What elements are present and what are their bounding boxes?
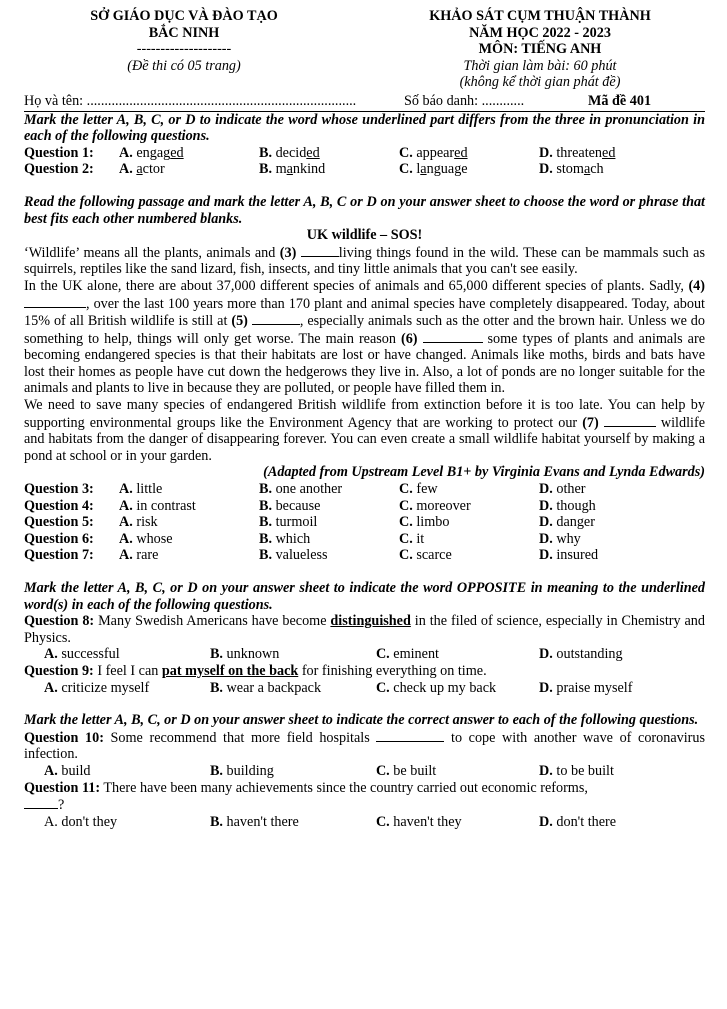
question-label: Question 3: bbox=[24, 481, 94, 498]
blank-7 bbox=[604, 414, 656, 427]
option-d[interactable]: D. outstanding bbox=[539, 646, 623, 663]
option-d[interactable]: D. why bbox=[539, 530, 581, 547]
option-a[interactable]: A. rare bbox=[119, 547, 159, 564]
option-c[interactable]: C. language bbox=[399, 161, 468, 178]
option-a[interactable]: A. criticize myself bbox=[44, 679, 150, 696]
option-a[interactable]: A. whose bbox=[119, 530, 173, 547]
option-b[interactable]: B. because bbox=[259, 497, 321, 514]
option-c[interactable]: C. eminent bbox=[375, 646, 439, 663]
option-c[interactable]: C. appeared bbox=[399, 144, 468, 161]
question-6 bbox=[24, 531, 705, 548]
passage-paragraph-2: In the UK alone, there are about 37,000 different species of animals and 65,000 different species of plants. Sadly, (4) , over the last 100 years more than 170 plant and animal species have completely disappeared. Today, about 15% of all British wildlife is still at (5) , especially animals such as the otter and the brown hair. Unless we do something to help, things will only get worse. The main reason (6) some types of plants and animals are becoming endangered species is that their habitats are lost or have changed. Animals like moths, birds and bats have lost their homes as people have cut down the hedgerows they live in. Also, a lot of ponds are no longer suitable for the animals and plants to live in because they are polluted, or people have filled them in. bbox=[24, 277, 705, 397]
section2-instruction: Read the following passage and mark the letter A, B, C or D on your answer sheet to choose the word or phrase that best fits each other numbered blanks. bbox=[24, 193, 705, 227]
question-10: Question 10: Some recommend that more field hospitals to cope with another wave of coronavirus infection. bbox=[24, 729, 706, 763]
header-right bbox=[375, 8, 705, 91]
exam-code: Mã đề 401 bbox=[588, 92, 652, 109]
page-count-note: (Đề thi có 05 trang) bbox=[127, 57, 241, 74]
option-d[interactable]: D. don't there bbox=[539, 813, 617, 830]
option-b[interactable]: B. mankind bbox=[259, 161, 326, 178]
blank-3-number: (3) bbox=[279, 244, 297, 261]
candidate-id-line bbox=[24, 93, 705, 112]
option-a[interactable]: A. in contrast bbox=[119, 497, 196, 514]
blank-4 bbox=[24, 295, 86, 308]
question-3 bbox=[24, 481, 705, 498]
candidate-name-field[interactable]: Họ và tên: ............................................................................ bbox=[24, 92, 357, 109]
passage-paragraph-3: We need to save many species of endangered British wildlife from extinction before it is too late. You can help by supporting environmental groups like the Environment Agency that are working to protect our (7) wildlife and habitats from the danger of disappearing forever. You can even create a small wildlife habitat yourself by making a pond at school or in your garden. bbox=[24, 397, 705, 464]
blank-4-number: (4) bbox=[688, 277, 705, 294]
question-4 bbox=[24, 498, 705, 515]
option-c[interactable]: C. limbo bbox=[399, 514, 450, 531]
question-1 bbox=[24, 145, 705, 162]
section3-instruction: Mark the letter A, B, C, or D on your answer sheet to indicate the word OPPOSITE in meaning to the underlined word(s) in each of the following questions. bbox=[24, 580, 705, 613]
option-d[interactable]: D. though bbox=[539, 497, 596, 514]
option-a[interactable]: A. don't they bbox=[44, 813, 118, 830]
province-name: BẮC NINH bbox=[148, 24, 220, 41]
option-d[interactable]: D. other bbox=[539, 481, 586, 498]
blank-6 bbox=[423, 330, 483, 343]
question-11: Question 11: There have been many achievements since the country carried out economic reforms, bbox=[24, 779, 588, 796]
option-b[interactable]: B. turmoil bbox=[259, 514, 318, 531]
exam-title: KHẢO SÁT CỤM THUẬN THÀNH bbox=[429, 8, 651, 24]
question-2 bbox=[24, 161, 705, 178]
question-5 bbox=[24, 514, 705, 531]
blank-10 bbox=[376, 729, 444, 742]
school-year: NĂM HỌC 2022 - 2023 bbox=[469, 24, 611, 41]
option-c[interactable]: C. scarce bbox=[399, 547, 452, 564]
question-10-options bbox=[24, 763, 705, 780]
question-label: Question 4: bbox=[24, 497, 94, 514]
option-d[interactable]: D. threatened bbox=[539, 144, 616, 161]
option-d[interactable]: D. stomach bbox=[539, 161, 604, 178]
option-d[interactable]: D. to be built bbox=[539, 762, 614, 779]
blank-5-number: (5) bbox=[231, 313, 248, 330]
option-c[interactable]: C. haven't they bbox=[375, 813, 462, 830]
underlined-phrase: pat myself on the back bbox=[161, 662, 299, 679]
passage-title: UK wildlife – SOS! bbox=[306, 227, 423, 244]
underlined-word: distinguished bbox=[330, 613, 411, 630]
question-label: Question 7: bbox=[24, 547, 94, 564]
option-b[interactable]: B. unknown bbox=[209, 646, 280, 663]
option-d[interactable]: D. danger bbox=[539, 514, 595, 531]
question-label: Question 6: bbox=[24, 530, 94, 547]
subject: MÔN: TIẾNG ANH bbox=[478, 41, 602, 58]
option-b[interactable]: B. which bbox=[259, 530, 311, 547]
dept-name: SỞ GIÁO DỤC VÀ ĐÀO TẠO bbox=[90, 8, 278, 24]
question-label: Question 1: bbox=[24, 144, 94, 161]
option-a[interactable]: A. build bbox=[44, 762, 91, 779]
option-c[interactable]: C. be built bbox=[375, 762, 437, 779]
section4-instruction: Mark the letter A, B, C, or D on your answer sheet to indicate the correct answer to each of the following questions. bbox=[24, 712, 699, 729]
option-a[interactable]: A. risk bbox=[119, 514, 158, 531]
question-8: Question 8: Many Swedish Americans have become distinguished in the filed of science, especially in Chemistry and Physics. bbox=[24, 613, 705, 646]
section1-instruction: Mark the letter A, B, C, or D to indicate the word whose underlined part differs from the three in pronunciation in each of the following questions. bbox=[24, 111, 705, 145]
option-b[interactable]: B. building bbox=[209, 762, 274, 779]
option-b[interactable]: B. one another bbox=[259, 481, 343, 498]
exam-header bbox=[24, 8, 705, 91]
time-note: (không kể thời gian phát đề) bbox=[459, 74, 621, 91]
option-a[interactable]: A. actor bbox=[119, 161, 165, 178]
option-a[interactable]: A. successful bbox=[44, 646, 120, 663]
option-d[interactable]: D. insured bbox=[539, 547, 599, 564]
blank-3 bbox=[301, 244, 339, 257]
option-b[interactable]: B. wear a backpack bbox=[209, 679, 322, 696]
option-b[interactable]: B. haven't there bbox=[209, 813, 299, 830]
header-divider: -------------------- bbox=[136, 41, 232, 58]
option-c[interactable]: C. check up my back bbox=[375, 679, 497, 696]
question-8-options bbox=[24, 646, 705, 663]
question-9-options bbox=[24, 680, 705, 697]
candidate-number-field[interactable]: Số báo danh: ............ bbox=[404, 92, 525, 109]
option-b[interactable]: B. valueless bbox=[259, 547, 328, 564]
questions-3-to-7 bbox=[24, 481, 705, 564]
question-11-options bbox=[24, 814, 705, 831]
blank-5 bbox=[252, 312, 300, 325]
option-c[interactable]: C. moreover bbox=[399, 497, 471, 514]
header-left bbox=[24, 8, 344, 91]
option-b[interactable]: B. decided bbox=[259, 144, 320, 161]
question-7 bbox=[24, 547, 705, 564]
question-9: Question 9: I feel I can pat myself on the back for finishing everything on time. bbox=[24, 662, 487, 679]
time-allowed: Thời gian làm bài: 60 phút bbox=[463, 57, 617, 74]
option-a[interactable]: A. engaged bbox=[119, 144, 184, 161]
blank-6-number: (6) bbox=[400, 330, 418, 347]
question-label: Question 2: bbox=[24, 161, 94, 178]
passage-paragraph-1: ‘Wildlife’ means all the plants, animals and (3) living things found in the wild. These can be mammals such as squirrels, reptiles like the sand lizard, fish, insects, and tiny little animals that you can't see easily. bbox=[24, 244, 706, 278]
option-c[interactable]: C. it bbox=[399, 530, 425, 547]
blank-7-number: (7) bbox=[582, 414, 599, 431]
option-c[interactable]: C. few bbox=[399, 481, 438, 498]
blank-11 bbox=[24, 796, 58, 809]
question-label: Question 5: bbox=[24, 514, 94, 531]
option-d[interactable]: D. praise myself bbox=[539, 679, 633, 696]
question-11-blank-line: ? bbox=[24, 796, 705, 814]
option-a[interactable]: A. little bbox=[119, 481, 163, 498]
passage-source: (Adapted from Upstream Level B1+ by Virginia Evans and Lynda Edwards) bbox=[263, 464, 705, 481]
